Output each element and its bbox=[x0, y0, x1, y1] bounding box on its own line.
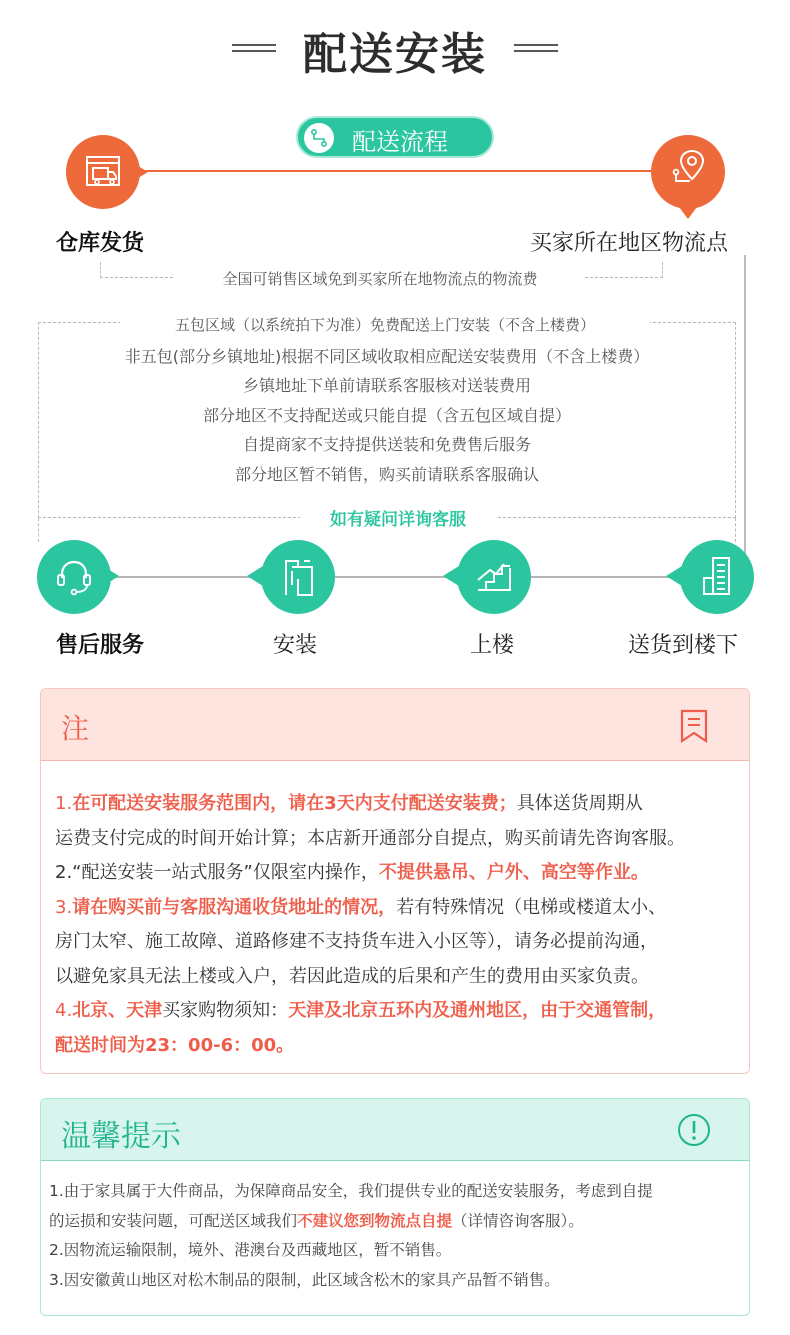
free-shipping-note: 全国可销售区域免到买家所在地物流点的物流费 bbox=[175, 268, 585, 289]
rule-line: 部分地区不支持配送或只能自提（含五包区域自提） bbox=[202, 406, 571, 425]
title-decoration-right bbox=[514, 44, 558, 52]
bookmark-icon bbox=[679, 709, 709, 747]
note-header bbox=[41, 689, 749, 761]
step-label: 售后服务 bbox=[56, 633, 145, 658]
note-line: 3.请在购买前与客服沟通收货地址的情况，若有特殊情况（电梯或楼道太小、 bbox=[55, 896, 667, 918]
warehouse-label: 仓库发货 bbox=[56, 231, 145, 256]
note-box bbox=[40, 688, 750, 1074]
exclamation-icon bbox=[677, 1113, 711, 1151]
tips-box bbox=[40, 1098, 750, 1316]
rule-line: 五包区域（以系统拍下为准）免费配送上门安装（不含上楼费） bbox=[120, 314, 650, 335]
step-label: 安装 bbox=[273, 633, 318, 658]
step-label: 送货到楼下 bbox=[628, 633, 739, 658]
stairs-circle bbox=[457, 540, 531, 614]
deliver-circle bbox=[680, 540, 754, 614]
deliver-circle-tail bbox=[666, 566, 682, 586]
after-sales-circle-tail bbox=[103, 566, 119, 586]
warehouse-circle-tail bbox=[128, 160, 148, 184]
install-icon bbox=[278, 555, 318, 603]
tip-line: 3.因安徽黄山地区对松木制品的限制，此区域含松木的家具产品暂不销售。 bbox=[49, 1270, 560, 1289]
headset-icon bbox=[54, 556, 94, 602]
install-circle bbox=[261, 540, 335, 614]
tip-line: 2.因物流运输限制，境外、港澳台及西藏地区，暂不销售。 bbox=[49, 1241, 452, 1259]
note-line: 2.“配送安装一站式服务”仅限室内操作，不提供悬吊、户外、高空等作业。 bbox=[55, 862, 649, 883]
note-line: 房门太窄、施工故障、道路修建不支持货车进入小区等），请务必提前沟通， bbox=[55, 931, 658, 952]
step-label: 上楼 bbox=[470, 633, 515, 658]
tip-line: 的运损和安装问题，可配送区域我们不建议您到物流点自提（详情咨询客服）。 bbox=[49, 1211, 584, 1230]
note-line: 配送时间为23：00-6：00。 bbox=[55, 1034, 295, 1056]
after-sales-circle bbox=[37, 540, 111, 614]
warehouse-icon bbox=[84, 153, 122, 195]
rule-line: 部分地区暂不销售，购买前请联系客服确认 bbox=[234, 465, 539, 484]
tips-header bbox=[41, 1099, 749, 1161]
building-icon bbox=[699, 554, 735, 602]
right-vertical-connector bbox=[744, 255, 746, 555]
note-line: 以避免家具无法上楼或入户，若因此造成的后果和产生的费用由买家负责。 bbox=[55, 965, 649, 987]
flow-connector-line bbox=[136, 170, 656, 172]
page-title: 配送安装 bbox=[303, 29, 487, 80]
note-line: 1.在可配送安装服务范围内，请在3天内支付配送安装费；具体送货周期从 bbox=[55, 793, 643, 814]
rule-line: 非五包(部分乡镇地址)根据不同区域收取相应配送安装费用（不含上楼费） bbox=[124, 347, 650, 366]
flow-title-label: 配送流程 bbox=[352, 128, 448, 156]
rule-line: 自提商家不支持提供送装和免费售后服务 bbox=[242, 435, 531, 454]
note-line: 运费支付完成的时间开始计算；本店新开通部分自提点，购买前请先咨询客服。 bbox=[55, 827, 685, 849]
tips-body bbox=[49, 1177, 749, 1295]
location-pin-icon bbox=[668, 147, 708, 199]
stairs-icon bbox=[474, 556, 514, 600]
buyer-point-label: 买家所在地区物流点 bbox=[530, 231, 729, 256]
buyer-point-circle-tail bbox=[676, 203, 700, 219]
rule-line: 乡镇地址下单前请联系客服核对送装费用 bbox=[242, 376, 531, 395]
note-title: 注 bbox=[61, 712, 90, 745]
route-icon bbox=[304, 123, 334, 153]
steps-connector-line bbox=[74, 576, 714, 578]
note-body bbox=[55, 787, 745, 1063]
buyer-point-circle bbox=[651, 135, 725, 209]
tips-title: 温馨提示 bbox=[61, 1119, 181, 1154]
stairs-circle-tail bbox=[443, 566, 459, 586]
note-line: 4.北京、天津买家购物须知：天津及北京五环内及通州地区，由于交通管制， bbox=[55, 1000, 667, 1021]
flow-title-pill bbox=[296, 116, 494, 158]
tip-line: 1.由于家具属于大件商品，为保障商品安全，我们提供专业的配送安装服务，考虑到自提 bbox=[49, 1182, 653, 1200]
consult-hint: 如有疑问详询客服 bbox=[300, 505, 496, 530]
install-circle-tail bbox=[247, 566, 263, 586]
